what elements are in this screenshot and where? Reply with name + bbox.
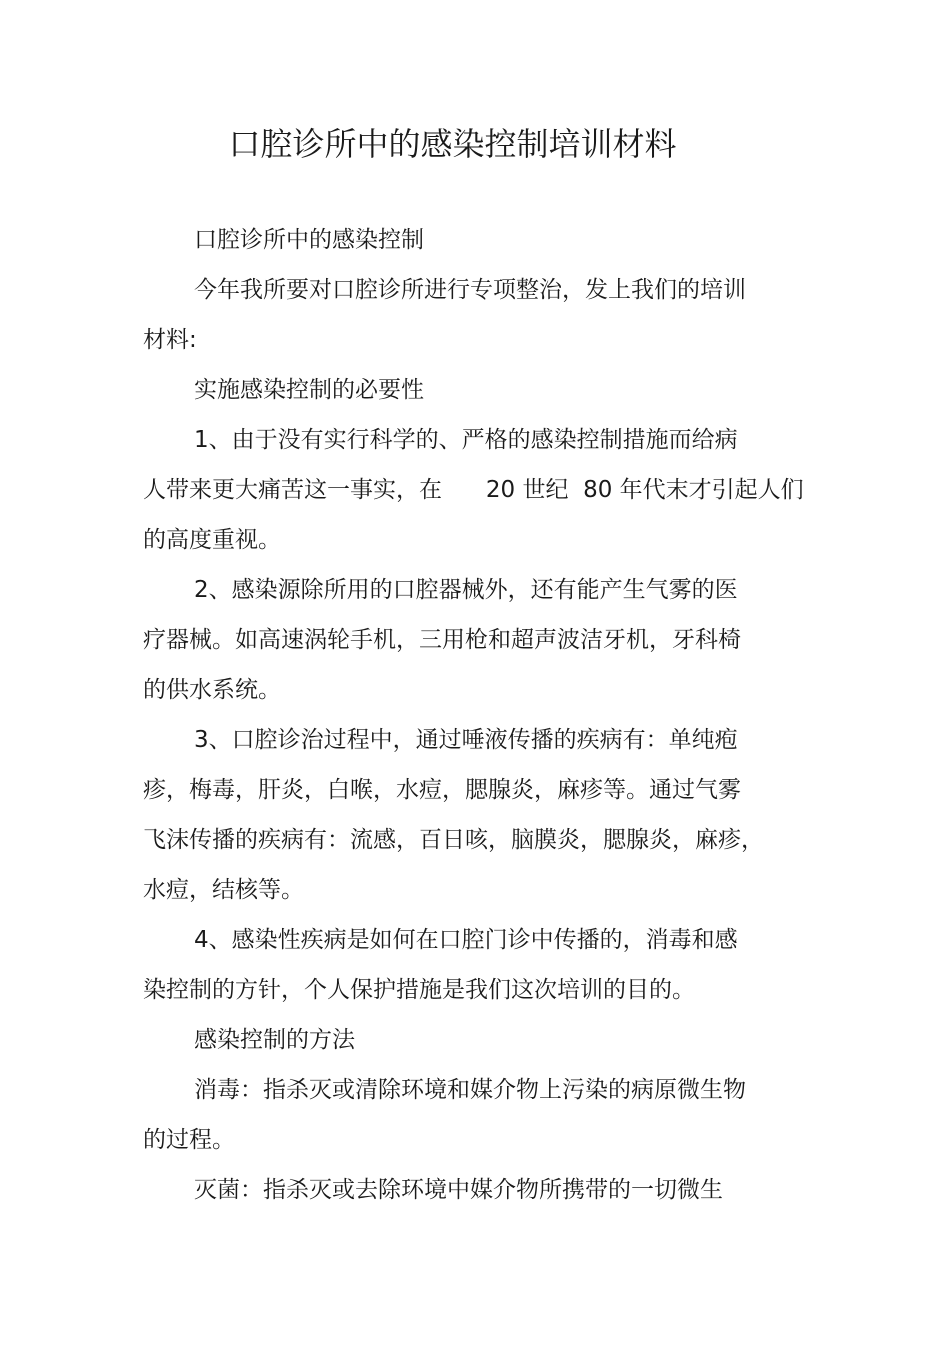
paragraph-line: 疗器械。如高速涡轮手机，三用枪和超声波洁牙机，牙科椅 — [143, 627, 741, 653]
paragraph-line: 灭菌：指杀灭或去除环境中媒介物所携带的一切微生 — [194, 1177, 723, 1203]
paragraph-line: 飞沫传播的疾病有：流感，百日咳，脑膜炎，腮腺炎，麻疹， — [143, 827, 764, 853]
section-heading: 感染控制的方法 — [194, 1027, 355, 1053]
paragraph-line: 2、感染源除所用的口腔器械外，还有能产生气雾的医 — [194, 577, 738, 603]
paragraph-line: 消毒：指杀灭或清除环境和媒介物上污染的病原微生物 — [194, 1077, 746, 1103]
paragraph-line: 1、由于没有实行科学的、严格的感染控制措施而给病 — [194, 427, 738, 453]
paragraph-line: 今年我所要对口腔诊所进行专项整治，发上我们的培训 — [194, 277, 746, 303]
paragraph-line: 水痘，结核等。 — [143, 877, 304, 903]
paragraph-line: 疹，梅毒，肝炎，白喉，水痘，腮腺炎，麻疹等。通过气雾 — [143, 777, 741, 803]
paragraph-line: 人带来更大痛苦这一事实，在 20 世纪 80 年代末才引起人们 — [143, 477, 804, 503]
paragraph-line: 4、感染性疾病是如何在口腔门诊中传播的，消毒和感 — [194, 927, 738, 953]
section-heading: 实施感染控制的必要性 — [194, 377, 424, 403]
paragraph-line: 3、口腔诊治过程中，通过唾液传播的疾病有：单纯疱 — [194, 727, 738, 753]
section-heading: 口腔诊所中的感染控制 — [194, 227, 424, 253]
document-title: 口腔诊所中的感染控制培训材料 — [228, 125, 677, 163]
paragraph-line: 的供水系统。 — [143, 677, 281, 703]
paragraph-line: 染控制的方针，个人保护措施是我们这次培训的目的。 — [143, 977, 695, 1003]
paragraph-line: 材料: — [143, 327, 197, 353]
paragraph-line: 的高度重视。 — [143, 527, 281, 553]
paragraph-line: 的过程。 — [143, 1127, 235, 1153]
